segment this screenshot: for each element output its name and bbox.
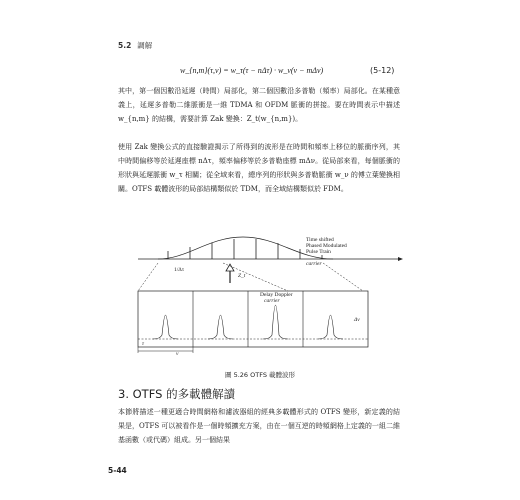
paragraph-1: 其中，第一個因數沿延遲（時間）局部化，第二個因數沿多普勒（頻率）局部化。在某種意義上，延遲多普勒二維脈衝是一維 TDMA 和 OFDM 脈衝的拼接。要在時間表示中描述 w_{n,m} 的結構，需要計算 Zak 變換：Z_t(w_{n,m})。 <box>118 87 400 123</box>
label-carrier-top: carrier <box>306 261 322 267</box>
label-delta-tau: 1/Δτ <box>174 267 185 273</box>
label-carrier-mid: carrier <box>264 298 280 304</box>
label-pulse-train: Pulse Train <box>306 249 331 255</box>
label-tau: τ <box>142 341 144 347</box>
grid-dividers <box>193 291 303 347</box>
section-title: 調解 <box>137 41 153 50</box>
pulse-train <box>168 239 322 259</box>
label-delay-doppler: Delay Doppler <box>260 292 293 298</box>
label-time-shifted: Time shifted <box>306 237 334 243</box>
section-heading: 3. OTFS 的多載體解讀 <box>118 387 236 401</box>
equation-number: (5-12) <box>370 66 395 75</box>
top-axis-arrow <box>398 257 403 261</box>
label-nu: ν <box>176 351 179 357</box>
figure-caption: 圖 5.26 OTFS 載體波形 <box>225 371 296 379</box>
zoom-lines <box>138 263 363 291</box>
label-zt: Z_t <box>238 273 246 279</box>
section-number: 5.2 <box>118 41 132 50</box>
label-delta-nu: Δν <box>354 317 360 323</box>
otfs-carrier-figure <box>118 235 408 365</box>
equation: w_{n,m}(τ,ν) = w_τ(τ − nΔτ) · w_ν(ν − mΔν) <box>180 66 324 75</box>
paragraph-3: 本節將描述一種更適合時間網格和濾波器組的經典多載體形式的 OTFS 變形，新定義的結果是，OTFS 可以被看作是一個時頻擴充方案，由在一個互逆的時頻網格上定義的一組二維基函數（或代碼）組成。另一個結果 <box>118 408 400 444</box>
delay-doppler-grid <box>138 291 368 347</box>
page-number: 5-44 <box>108 466 127 475</box>
label-phased-modulated: Phased Modulated <box>306 243 347 249</box>
running-header <box>118 40 152 51</box>
paragraph-2: 使用 Zak 變換公式的直接驗證揭示了所得到的波形是在時間和頻率上移位的脈衝序列，其中時間偏移等於延遲座標 nΔτ，頻率偏移等於多普勒座標 mΔν。從局部來看，每個脈衝的形狀與延遲脈衝 w_τ 相關；從全域來看，總序列的形狀與多普勒脈衝 w_ν 的傅立葉變換相關。OTFS 載體波形的局部結構類似於 TDM，而全域結構類似於 FDM。 <box>118 143 400 193</box>
